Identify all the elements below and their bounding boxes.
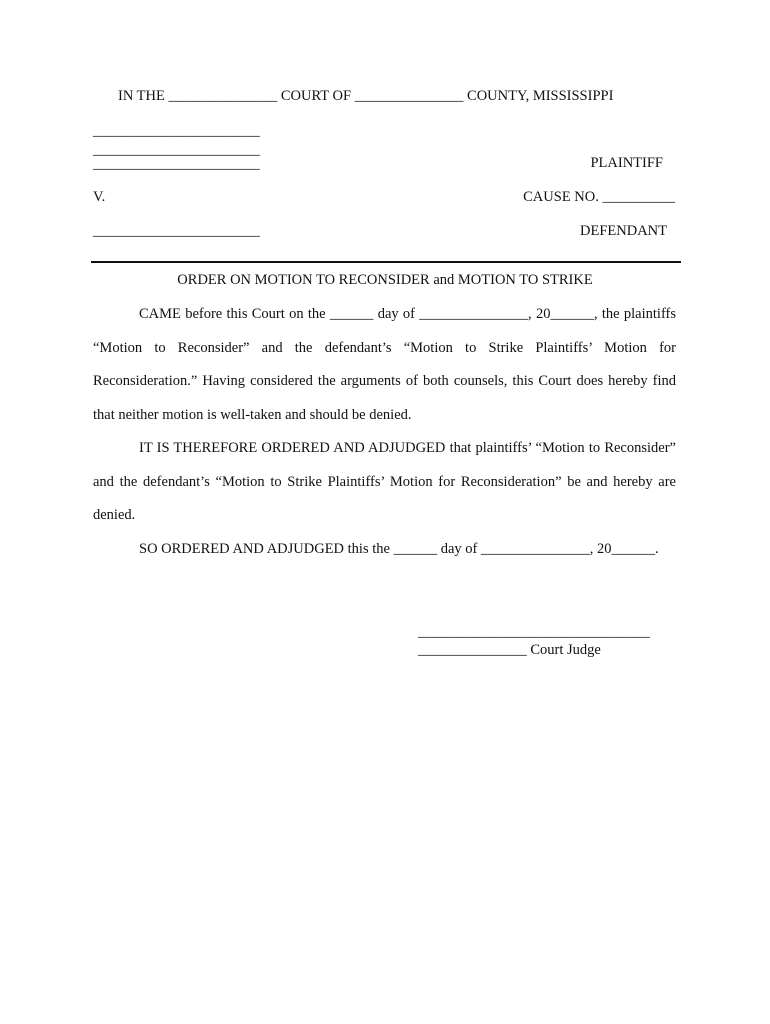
order-paragraph-3 bbox=[93, 533, 676, 567]
order-paragraph-1 bbox=[93, 298, 676, 432]
court-caption: IN THE _______________ COURT OF _______________ COUNTY, MISSISSIPPI bbox=[118, 88, 614, 104]
versus-label: V. bbox=[93, 189, 106, 205]
order-paragraph-3-text: SO ORDERED AND ADJUDGED this the ______ day of _______________, 20______. bbox=[139, 541, 659, 557]
plaintiff-name-line-1: _______________________ bbox=[93, 123, 260, 139]
defendant-name-line: _______________________ bbox=[93, 223, 260, 239]
judge-signature-line: ________________________________ bbox=[418, 624, 650, 640]
order-paragraph-2 bbox=[93, 432, 676, 533]
plaintiff-name-line-3: _______________________ bbox=[93, 156, 260, 172]
cause-number: CAUSE NO. __________ bbox=[523, 189, 675, 205]
plaintiff-label: PLAINTIFF bbox=[590, 155, 663, 171]
judge-title-line: _______________ Court Judge bbox=[418, 642, 601, 658]
order-paragraph-2-text: IT IS THEREFORE ORDERED AND ADJUDGED that plaintiffs’ “Motion to Reconsider” and the defendant’s “Motion to Strike Plaintiffs’ Motion for Reconsideration” be and hereby are denied. bbox=[93, 440, 676, 523]
plaintiff-name-line-2: _______________________ bbox=[93, 142, 260, 158]
defendant-label: DEFENDANT bbox=[580, 223, 667, 239]
order-paragraph-1-text: CAME before this Court on the ______ day of _______________, 20______, the plaintiffs “Motion to Reconsider” and the defendant’s “Motion to Strike Plaintiffs’ Motion for Reconsideration.” Having considered the arguments of both counsels, this Court does hereby find that neither motion is well-taken and should be denied. bbox=[93, 306, 676, 423]
caption-divider bbox=[91, 261, 681, 263]
order-title: ORDER ON MOTION TO RECONSIDER and MOTION TO STRIKE bbox=[177, 272, 593, 288]
